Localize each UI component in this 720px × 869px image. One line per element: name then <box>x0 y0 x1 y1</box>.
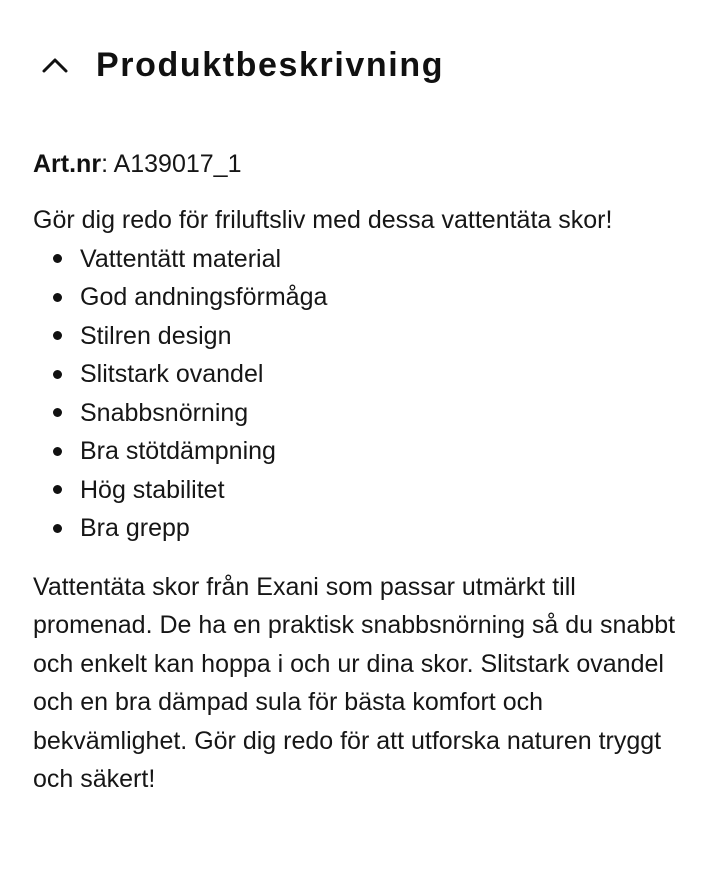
list-item <box>53 509 693 548</box>
bullet-icon <box>53 293 62 302</box>
feature-text: Bra stötdämpning <box>80 437 276 465</box>
list-item <box>53 471 693 510</box>
section-title: Produktbeskrivning <box>96 45 445 84</box>
list-item <box>53 432 693 471</box>
intro-text: Gör dig redo för friluftsliv med dessa vattentäta skor! <box>33 206 613 234</box>
feature-text: Slitstark ovandel <box>80 360 264 388</box>
bullet-icon <box>53 524 62 533</box>
list-item <box>53 240 693 279</box>
feature-text: Stilren design <box>80 321 232 350</box>
description-text: Vattentäta skor från Exani som passar utmärkt till promenad. De ha en praktisk snabbsnörning så du snabbt och enkelt kan hoppa i och ur dina skor. Slitstark ovandel och en bra dämpad sula för bästa komfort och bekvämlighet. Gör dig redo för att utforska naturen tryggt och säkert! <box>33 572 676 793</box>
article-number-value: A139017_1 <box>113 150 242 178</box>
product-description-toggle[interactable] <box>40 40 444 90</box>
feature-text: Vattentätt material <box>80 244 282 273</box>
feature-text: Bra grepp <box>80 514 190 542</box>
chevron-up-icon[interactable] <box>40 50 70 80</box>
feature-text: God andningsförmåga <box>80 283 328 311</box>
article-number-label: Art.nr <box>33 150 102 178</box>
feature-text: Hög stabilitet <box>80 475 225 504</box>
feature-list <box>33 240 693 548</box>
article-number-separator: : <box>101 150 114 178</box>
feature-text: Snabbsnörning <box>80 398 249 427</box>
bullet-icon <box>53 331 62 340</box>
list-item <box>53 355 693 394</box>
article-number <box>33 143 693 185</box>
bullet-icon <box>53 370 62 379</box>
bullet-icon <box>53 447 62 456</box>
list-item <box>53 317 693 356</box>
list-item <box>53 278 693 317</box>
list-item <box>53 394 693 433</box>
product-description-content <box>33 143 693 799</box>
bullet-icon <box>53 254 62 263</box>
bullet-icon <box>53 485 62 494</box>
bullet-icon <box>53 408 62 417</box>
